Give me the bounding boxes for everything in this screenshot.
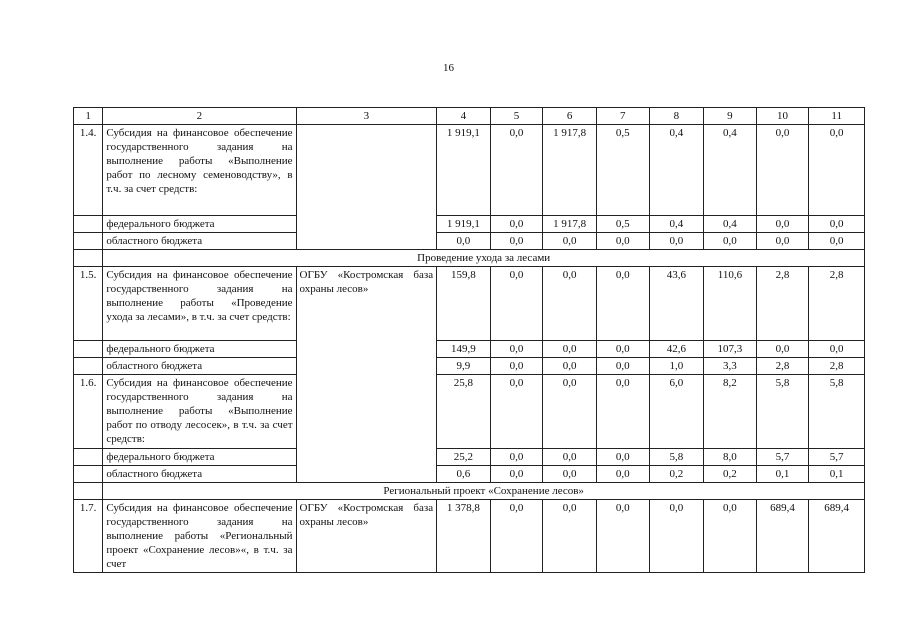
value-cell: 42,6 [649,341,704,358]
table-row [74,375,865,449]
value-cell: 0,0 [756,125,809,216]
row-number [74,483,103,500]
section-row [74,483,865,500]
value-cell: 0,0 [756,341,809,358]
value-cell: 0,0 [490,358,543,375]
value-cell: 5,8 [756,375,809,449]
value-cell: 0,0 [490,233,543,250]
row-number [74,250,103,267]
table-row [74,341,865,358]
header-cell: 7 [596,108,649,125]
value-cell: 1 917,8 [543,216,597,233]
row-number: 1.5. [74,267,103,341]
row-description: Субсидия на финансовое обеспечение государственного задания на выполнение работы «Проведение ухода за лесами», в т.ч. за счет средств: [103,267,296,341]
value-cell: 0,0 [543,500,597,573]
value-cell: 5,8 [809,375,865,449]
row-number [74,233,103,250]
value-cell: 0,0 [596,233,649,250]
value-cell: 0,0 [543,233,597,250]
row-description: Субсидия на финансовое обеспечение государственного задания на выполнение работы «Региональный проект «Сохранение лесов»«, в т.ч. за счет [103,500,296,573]
executor-cell: ОГБУ «Костромская база охраны лесов» [296,267,437,483]
value-cell: 1 919,1 [437,125,491,216]
value-cell: 2,8 [809,267,865,341]
value-cell: 0,6 [437,466,491,483]
budget-table [73,107,865,573]
row-description: областного бюджета [103,466,296,483]
section-title: Проведение ухода за лесами [103,250,865,267]
value-cell: 110,6 [704,267,757,341]
value-cell: 689,4 [809,500,865,573]
value-cell: 0,0 [543,466,597,483]
row-number [74,449,103,466]
value-cell: 0,0 [649,233,704,250]
value-cell: 0,0 [596,449,649,466]
value-cell: 0,0 [490,375,543,449]
value-cell: 8,2 [704,375,757,449]
value-cell: 0,0 [809,233,865,250]
row-description: Субсидия на финансовое обеспечение государственного задания на выполнение работы «Выполнение работ по лесному семеноводству», в т.ч. за счет средств: [103,125,296,216]
header-cell: 9 [704,108,757,125]
row-number [74,466,103,483]
value-cell: 159,8 [437,267,491,341]
value-cell: 2,8 [809,358,865,375]
table-row [74,233,865,250]
value-cell: 0,0 [543,449,597,466]
value-cell: 0,0 [490,449,543,466]
value-cell: 0,2 [649,466,704,483]
value-cell: 689,4 [756,500,809,573]
value-cell: 0,0 [809,125,865,216]
table-row [74,358,865,375]
value-cell: 2,8 [756,267,809,341]
value-cell: 0,0 [543,358,597,375]
value-cell: 5,7 [809,449,865,466]
value-cell: 1 919,1 [437,216,491,233]
value-cell: 0,0 [490,341,543,358]
value-cell: 0,0 [543,341,597,358]
value-cell: 0,0 [596,267,649,341]
value-cell: 0,0 [543,375,597,449]
row-number [74,216,103,233]
value-cell: 0,0 [809,341,865,358]
page-number: 16 [443,62,454,74]
value-cell: 25,2 [437,449,491,466]
value-cell: 0,0 [490,125,543,216]
table-row [74,216,865,233]
value-cell: 43,6 [649,267,704,341]
value-cell: 0,0 [490,500,543,573]
row-description: федерального бюджета [103,216,296,233]
value-cell: 0,0 [437,233,491,250]
header-cell: 1 [74,108,103,125]
section-title: Региональный проект «Сохранение лесов» [103,483,865,500]
value-cell: 0,0 [490,216,543,233]
table-row [74,466,865,483]
section-row [74,250,865,267]
table-row [74,449,865,466]
row-number: 1.6. [74,375,103,449]
value-cell: 0,0 [649,500,704,573]
row-number: 1.4. [74,125,103,216]
value-cell: 0,0 [704,500,757,573]
value-cell: 0,0 [704,233,757,250]
row-description: федерального бюджета [103,341,296,358]
value-cell: 0,4 [704,216,757,233]
value-cell: 0,0 [596,500,649,573]
value-cell: 5,7 [756,449,809,466]
value-cell: 0,0 [596,341,649,358]
row-description: областного бюджета [103,233,296,250]
row-description: областного бюджета [103,358,296,375]
value-cell: 0,0 [596,466,649,483]
value-cell: 0,2 [704,466,757,483]
executor-cell [296,125,437,250]
row-description: федерального бюджета [103,449,296,466]
value-cell: 2,8 [756,358,809,375]
table-row [74,267,865,341]
row-number: 1.7. [74,500,103,573]
value-cell: 0,0 [596,375,649,449]
table-row [74,125,865,216]
value-cell: 6,0 [649,375,704,449]
header-cell: 3 [296,108,437,125]
value-cell: 0,4 [649,125,704,216]
value-cell: 3,3 [704,358,757,375]
value-cell: 1,0 [649,358,704,375]
value-cell: 0,5 [596,125,649,216]
header-cell: 8 [649,108,704,125]
value-cell: 0,0 [543,267,597,341]
row-description: Субсидия на финансовое обеспечение государственного задания на выполнение работы «Выполнение работ по отводу лесосек», в т.ч. за счет средств: [103,375,296,449]
header-cell: 6 [543,108,597,125]
header-cell: 11 [809,108,865,125]
value-cell: 25,8 [437,375,491,449]
value-cell: 5,8 [649,449,704,466]
value-cell: 0,5 [596,216,649,233]
row-number [74,341,103,358]
value-cell: 107,3 [704,341,757,358]
table-header-row [74,108,865,125]
value-cell: 0,0 [756,233,809,250]
value-cell: 149,9 [437,341,491,358]
header-cell: 5 [490,108,543,125]
value-cell: 0,4 [649,216,704,233]
value-cell: 0,1 [756,466,809,483]
value-cell: 0,0 [596,358,649,375]
row-number [74,358,103,375]
header-cell: 4 [437,108,491,125]
value-cell: 0,1 [809,466,865,483]
value-cell: 0,0 [490,267,543,341]
table-row [74,500,865,573]
value-cell: 0,0 [809,216,865,233]
header-cell: 10 [756,108,809,125]
value-cell: 0,0 [490,466,543,483]
value-cell: 9,9 [437,358,491,375]
value-cell: 1 917,8 [543,125,597,216]
value-cell: 8,0 [704,449,757,466]
value-cell: 1 378,8 [437,500,491,573]
value-cell: 0,0 [756,216,809,233]
executor-cell: ОГБУ «Костромская база охраны лесов» [296,500,437,573]
header-cell: 2 [103,108,296,125]
value-cell: 0,4 [704,125,757,216]
